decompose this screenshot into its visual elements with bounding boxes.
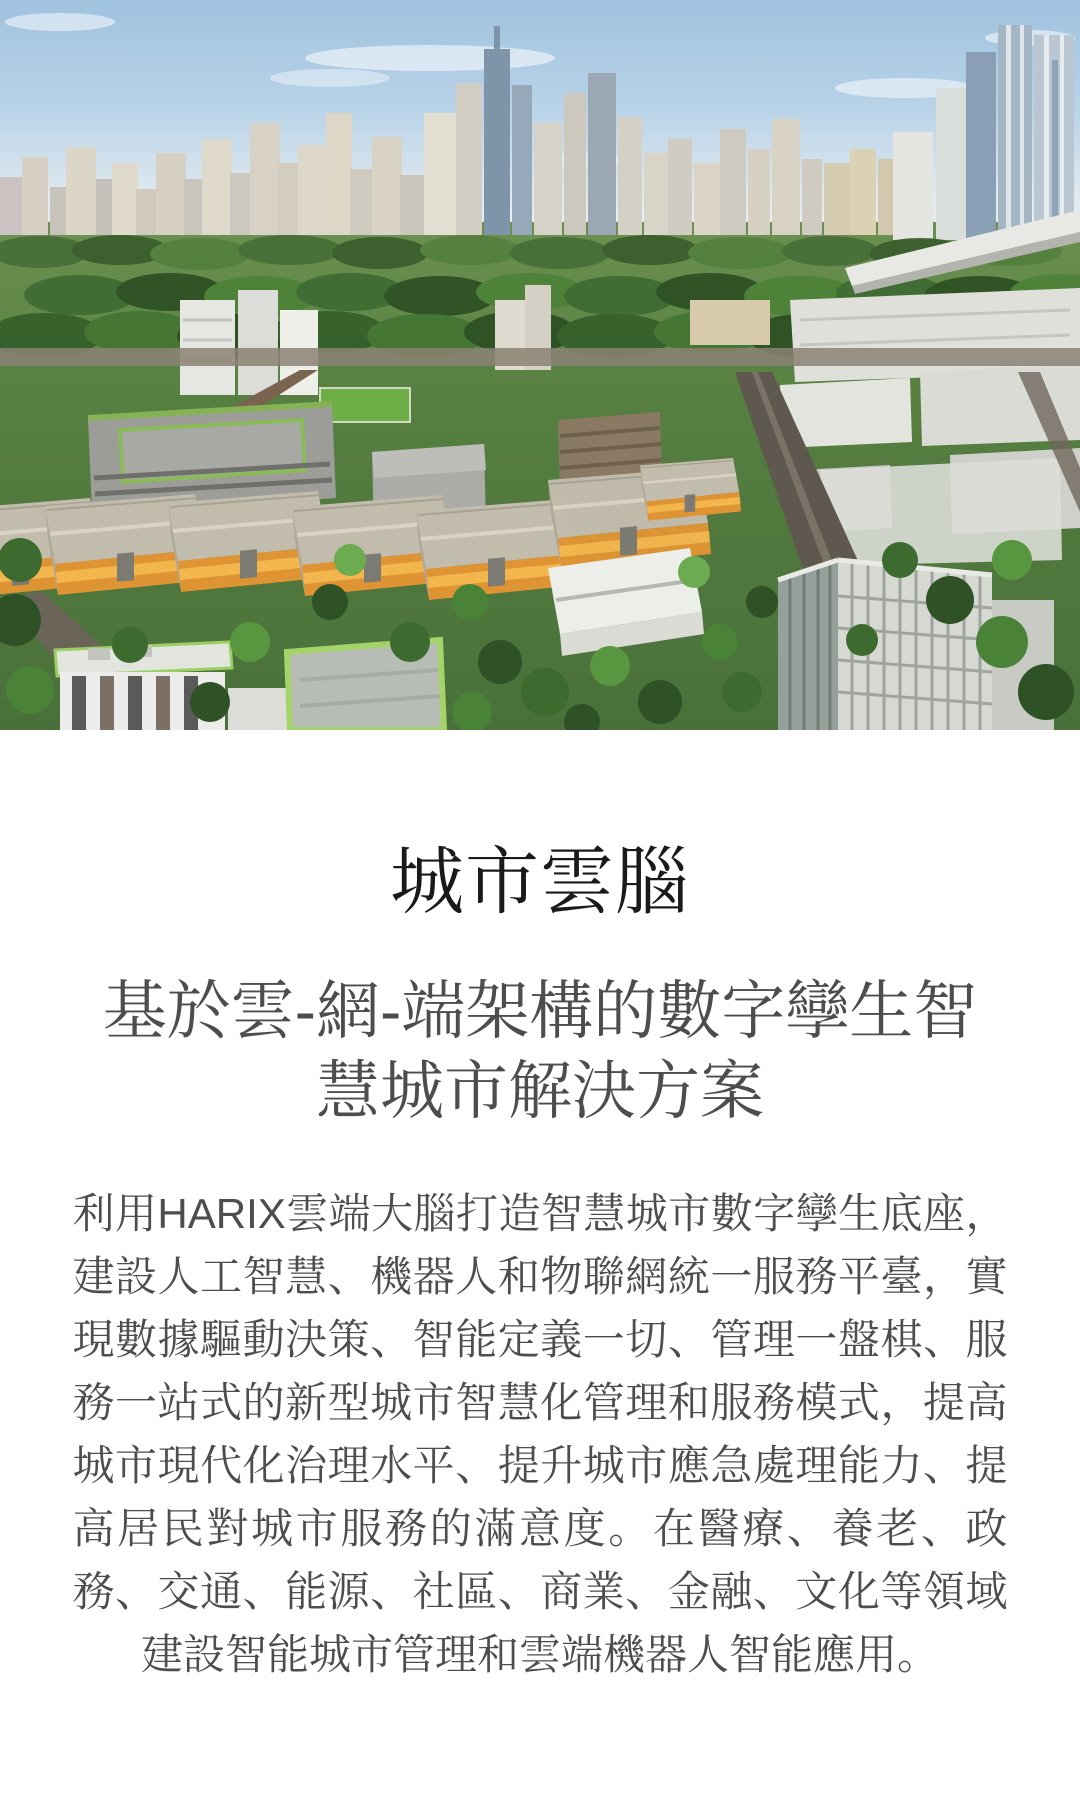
content-section [0, 830, 1080, 1686]
hero-image [0, 0, 1080, 730]
city-aerial-illustration [0, 0, 1080, 730]
body-paragraph: 利用HARIX雲端大腦打造智慧城市數字孿生底座，建設人工智慧、機器人和物聯網統一服務平臺，實現數據驅動決策、智能定義一切、管理一盤棋、服務一站式的新型城市智慧化管理和服務模式，提高城市現代化治理水平、提升城市應急處理能力、提高居民對城市服務的滿意度。在醫療、養老、政務、交通、能源、社區、商業、金融、文化等領域建設智能城市管理和雲端機器人智能應用。 [72, 1190, 1008, 1678]
page-title: 城市雲腦 [390, 840, 690, 923]
page-subtitle: 基於雲-網-端架構的數字孿生智慧城市解決方案 [102, 975, 978, 1127]
